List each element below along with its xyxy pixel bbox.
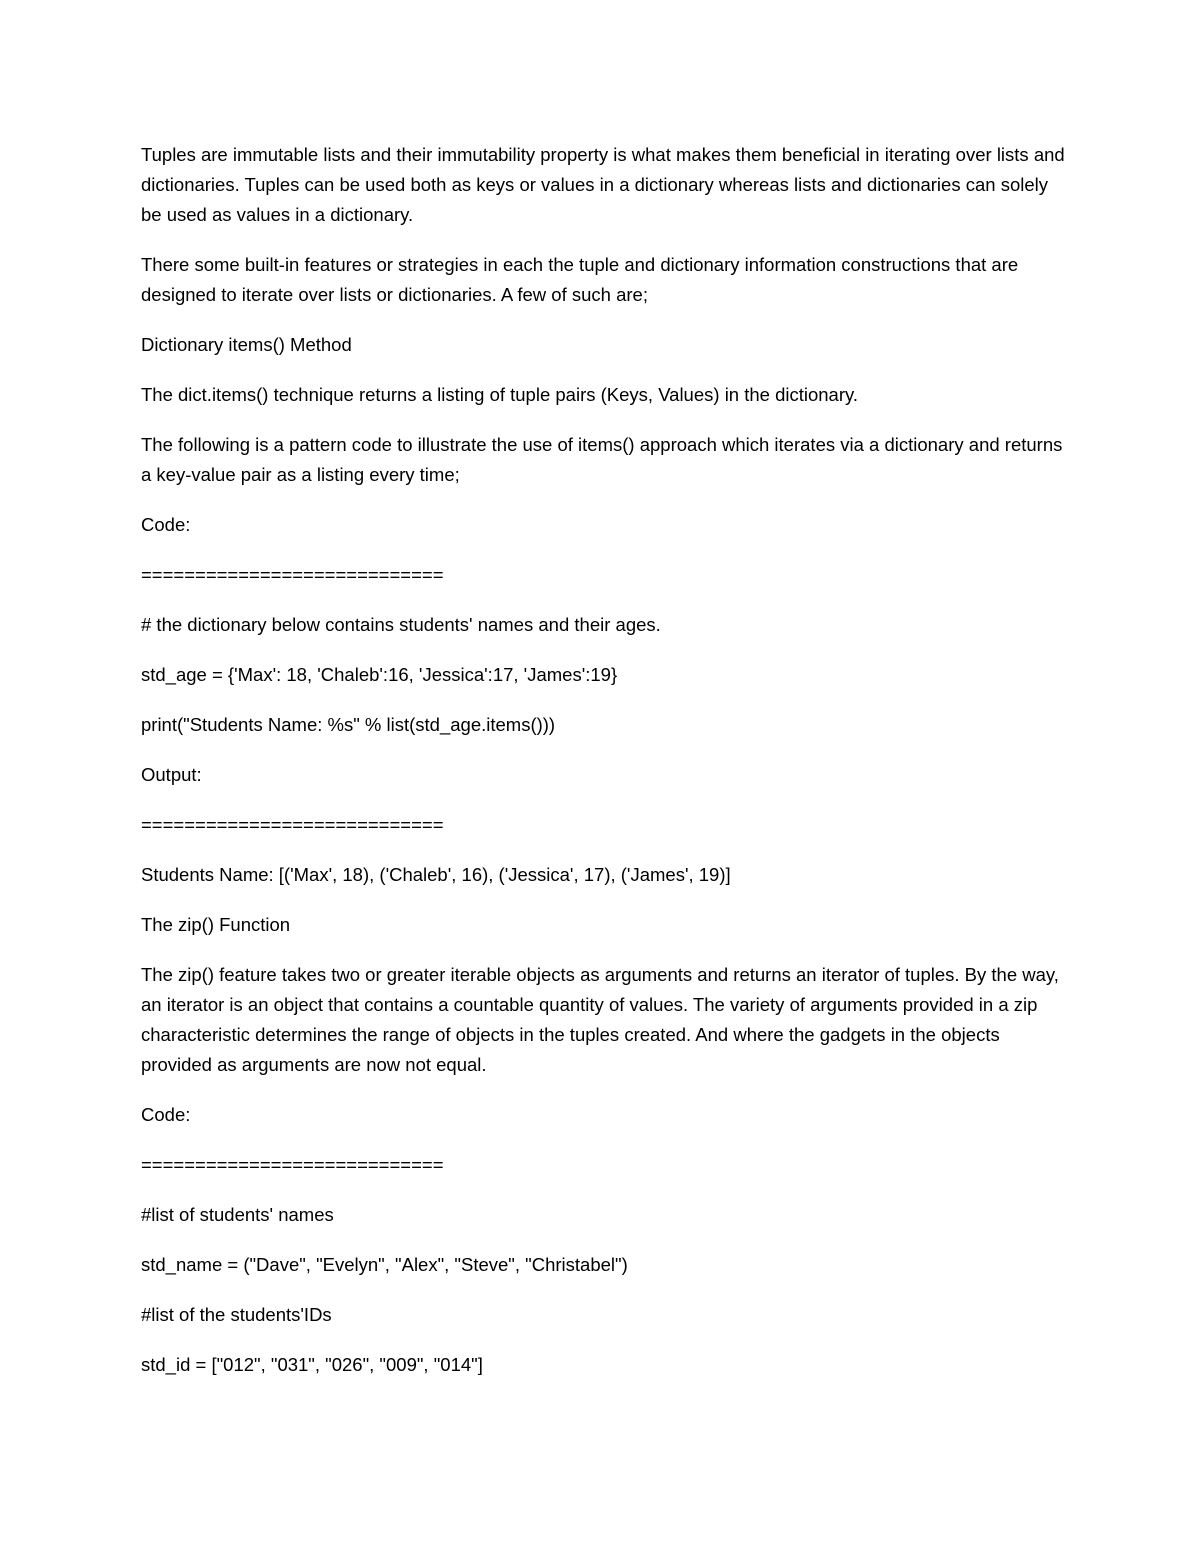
code-line: std_name = ("Dave", "Evelyn", "Alex", "Steve", "Christabel") [141, 1254, 628, 1275]
builtin-features-paragraph: There some built-in features or strategies in each the tuple and dictionary information constructions that are designed to iterate over lists or dictionaries. A few of such are; [141, 254, 1024, 305]
zip-function-description: The zip() feature takes two or greater iterable objects as arguments and returns an iterator of tuples. By the way, an iterator is an object that contains a countable quantity of values. The variety of arguments provided in a zip characteristic determines the range of objects in the tuples created. And where the gadgets in the objects provided as arguments are now not equal. [141, 964, 1065, 1075]
code-line: std_id = ["012", "031", "026", "009", "014"] [141, 1354, 483, 1375]
code-comment-line: # the dictionary below contains students' names and their ages. [141, 614, 661, 635]
code-line: std_age = {'Max': 18, 'Chaleb':16, 'Jessica':17, 'James':19} [141, 664, 618, 685]
code-line: print("Students Name: %s" % list(std_age.items())) [141, 714, 556, 735]
items-method-heading: Dictionary items() Method [141, 334, 352, 355]
code-comment-line: #list of students' names [141, 1204, 334, 1225]
separator-line: ============================ [141, 564, 444, 585]
separator-line: ============================ [141, 814, 444, 835]
separator-line: ============================ [141, 1154, 444, 1175]
code-label: Code: [141, 1104, 191, 1125]
code-comment-line: #list of the students'IDs [141, 1304, 332, 1325]
items-method-description: The dict.items() technique returns a listing of tuple pairs (Keys, Values) in the dictionary. [141, 384, 859, 405]
output-line: Students Name: [('Max', 18), ('Chaleb', 16), ('Jessica', 17), ('James', 19)] [141, 864, 731, 885]
items-pattern-paragraph: The following is a pattern code to illustrate the use of items() approach which iterates via a dictionary and returns a key-value pair as a listing every time; [141, 434, 1068, 485]
code-label: Code: [141, 514, 191, 535]
output-label: Output: [141, 764, 202, 785]
intro-paragraph: Tuples are immutable lists and their immutability property is what makes them beneficial in iterating over lists and dictionaries. Tuples can be used both as keys or values in a dictionary whereas lists and dictionaries can solely be used as values in a dictionary. [141, 144, 1070, 225]
zip-function-heading: The zip() Function [141, 914, 291, 935]
document-body [141, 140, 1071, 1400]
